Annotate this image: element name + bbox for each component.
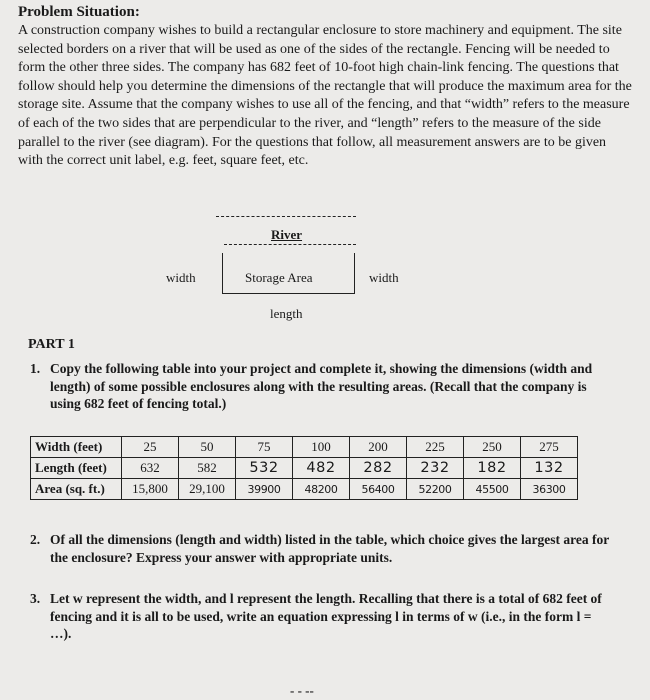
storage-area-label: Storage Area [245,270,313,285]
table-cell: 100 [293,437,350,458]
handwritten-cell: 56400 [350,479,407,500]
partial-text-fragment: - - -- [290,683,314,698]
enclosure-diagram [0,210,650,335]
page-title: Problem Situation: [18,4,140,20]
handwritten-cell: 132 [521,458,578,479]
river-top-line [216,216,356,217]
part-heading: PART 1 [28,337,75,352]
problem-intro: A construction company wishes to build a rectangular enclosure to store machinery and equipment. The site selected borders on a river that will be used as one of the sides of the rectangle. Fencing will be needed to form the other three sides. The company has 682 feet of 10-foot high chain-link fencing. The questions that follow should help you determine the dimensions of the rectangle that will produce the maximum area for the storage site. Assume that the company wishes to use all of the fencing, and that “width” refers to the measure of each of the two sides that are perpendicular to the river, and “length” refers to the measure of the side parallel to the river (see diagram). For the questions that follow, all measurement answers are to be given with the correct unit label, e.g. feet, square feet, etc. [18,23,632,169]
handwritten-cell: 39900 [236,479,293,500]
question-3-text: Let w represent the width, and l represent the length. Recalling that there is a total of 682 feet of fencing and it is all to be used, write an equation expressing l in terms of w (i.e., in the form l = …). [50,591,602,641]
table-cell: 582 [179,458,236,479]
question-2-text: Of all the dimensions (length and width) listed in the table, which choice gives the largest area for the enclosure? Express your answer with appropriate units. [50,532,609,565]
table-cell: 200 [350,437,407,458]
handwritten-cell: 48200 [293,479,350,500]
table-cell: 225 [407,437,464,458]
question-2-number: 2. [30,532,41,547]
handwritten-cell: 282 [350,458,407,479]
handwritten-cell: 532 [236,458,293,479]
row-label-length: Length (feet) [31,458,122,479]
row-label-area: Area (sq. ft.) [31,479,122,500]
row-label-width: Width (feet) [31,437,122,458]
table-cell: 15,800 [122,479,179,500]
table-cell: 50 [179,437,236,458]
handwritten-cell: 45500 [464,479,521,500]
width-left-label: width [166,270,196,285]
river-line [224,244,356,245]
handwritten-cell: 52200 [407,479,464,500]
handwritten-cell: 482 [293,458,350,479]
question-3 [30,590,610,643]
dimensions-table [30,436,578,500]
table-cell: 250 [464,437,521,458]
handwritten-cell: 36300 [521,479,578,500]
handwritten-cell: 182 [464,458,521,479]
table-cell: 25 [122,437,179,458]
table-row-area [31,479,578,500]
table-cell: 29,100 [179,479,236,500]
table-row-width [31,437,578,458]
question-3-number: 3. [30,591,41,606]
handwritten-cell: 232 [407,458,464,479]
length-label: length [270,306,303,321]
width-right-label: width [369,270,399,285]
river-label: River [271,227,303,242]
question-1-number: 1. [30,361,41,376]
table-row-length [31,458,578,479]
question-2 [30,531,610,566]
question-1-text: Copy the following table into your project and complete it, showing the dimensions (width and length) of some possible enclosures along with the resulting areas. (Recall that the company is using 682 feet of fencing total.) [50,361,593,411]
question-1 [30,360,610,413]
table-cell: 632 [122,458,179,479]
table-cell: 275 [521,437,578,458]
table-cell: 75 [236,437,293,458]
